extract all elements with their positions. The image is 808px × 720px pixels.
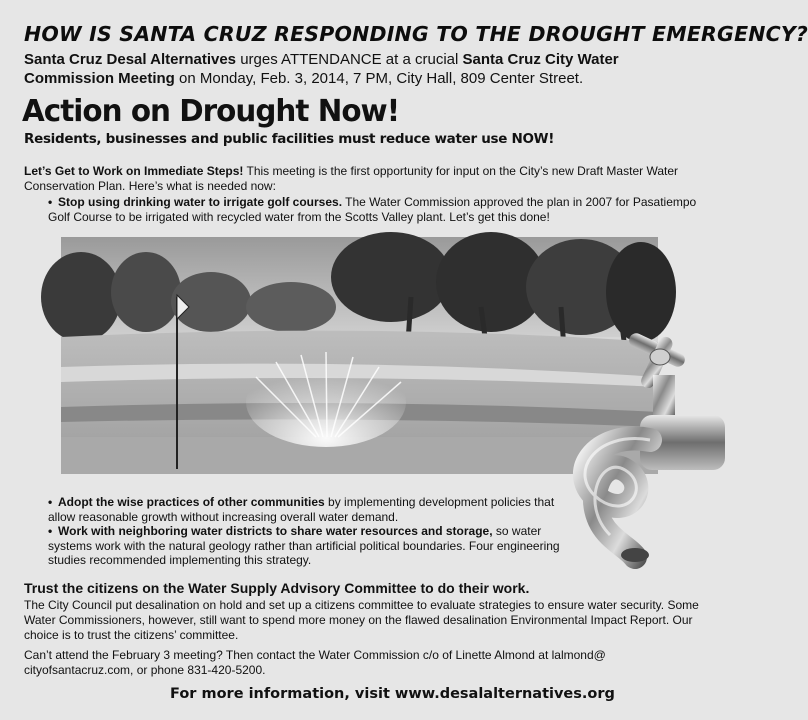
steps-text: This meeting is the first opportunity for input on the City’s new Draft Master Water Conservation Plan. Here’s what is needed now: xyxy=(24,164,678,193)
bullet-practices-text: by implementing development policies that allow reasonable growth without increasing overall water demand. xyxy=(48,495,555,524)
bullet-golf-bold: Stop using drinking water to irrigate golf courses. xyxy=(58,195,343,209)
bullet-icon: • xyxy=(48,495,53,509)
knotted-faucet-icon xyxy=(555,335,725,565)
footer-info: For more information, visit www.desalalternatives.org xyxy=(170,686,615,702)
bullet-list xyxy=(48,495,568,568)
intro-details: on Monday, Feb. 3, 2014, 7 PM, City Hall, 809 Center Street. xyxy=(174,70,584,87)
attend-paragraph: Can’t attend the February 3 meeting? Then contact the Water Commission c/o of Linette Almond at lalmond@ cityofsantacruz.com, or phone 831-420-5200. xyxy=(24,648,606,677)
steps-lead: Let’s Get to Work on Immediate Steps! xyxy=(24,164,244,178)
page-title: Action on Drought Now! xyxy=(22,94,400,129)
bullet-practices xyxy=(48,495,568,524)
bullet-golf xyxy=(48,195,698,225)
bullet-districts xyxy=(48,524,568,568)
bullet-icon: • xyxy=(48,524,53,538)
bullet-icon: • xyxy=(48,195,53,209)
intro-meeting: Santa Cruz City Water Commission Meeting xyxy=(24,51,619,87)
bullet-districts-text: so water systems work with the natural geology rather than artificial political boundaries. Four engineering studies recommended implementing this strategy. xyxy=(48,524,560,567)
intro-paragraph xyxy=(24,50,704,88)
bullet-practices-bold: Adopt the wise practices of other communities xyxy=(58,495,325,509)
page-subtitle: Residents, businesses and public facilities must reduce water use NOW! xyxy=(24,131,555,147)
steps-paragraph xyxy=(24,164,694,194)
headline: HOW IS SANTA CRUZ RESPONDING TO THE DROUGHT EMERGENCY? xyxy=(24,22,808,46)
intro-org: Santa Cruz Desal Alternatives xyxy=(24,51,237,68)
bullet-golf-text: The Water Commission approved the plan in 2007 for Pasatiempo Golf Course to be irrigated with recycled water from the Scotts Valley plant. Let’s get this done! xyxy=(48,195,697,224)
intro-urges: urges ATTENDANCE at a crucial xyxy=(236,51,463,68)
trust-heading: Trust the citizens on the Water Supply Advisory Committee to do their work. xyxy=(24,580,530,596)
bullet-districts-bold: Work with neighboring water districts to share water resources and storage, xyxy=(58,524,493,538)
trust-body: The City Council put desalination on hold and set up a citizens committee to evaluate strategies to ensure water security. Some Water Commissioners, however, still want to spend more money on the flawed desalination Environmental Impact Report. Our choice is to trust the citizens’ committee. xyxy=(24,598,699,642)
